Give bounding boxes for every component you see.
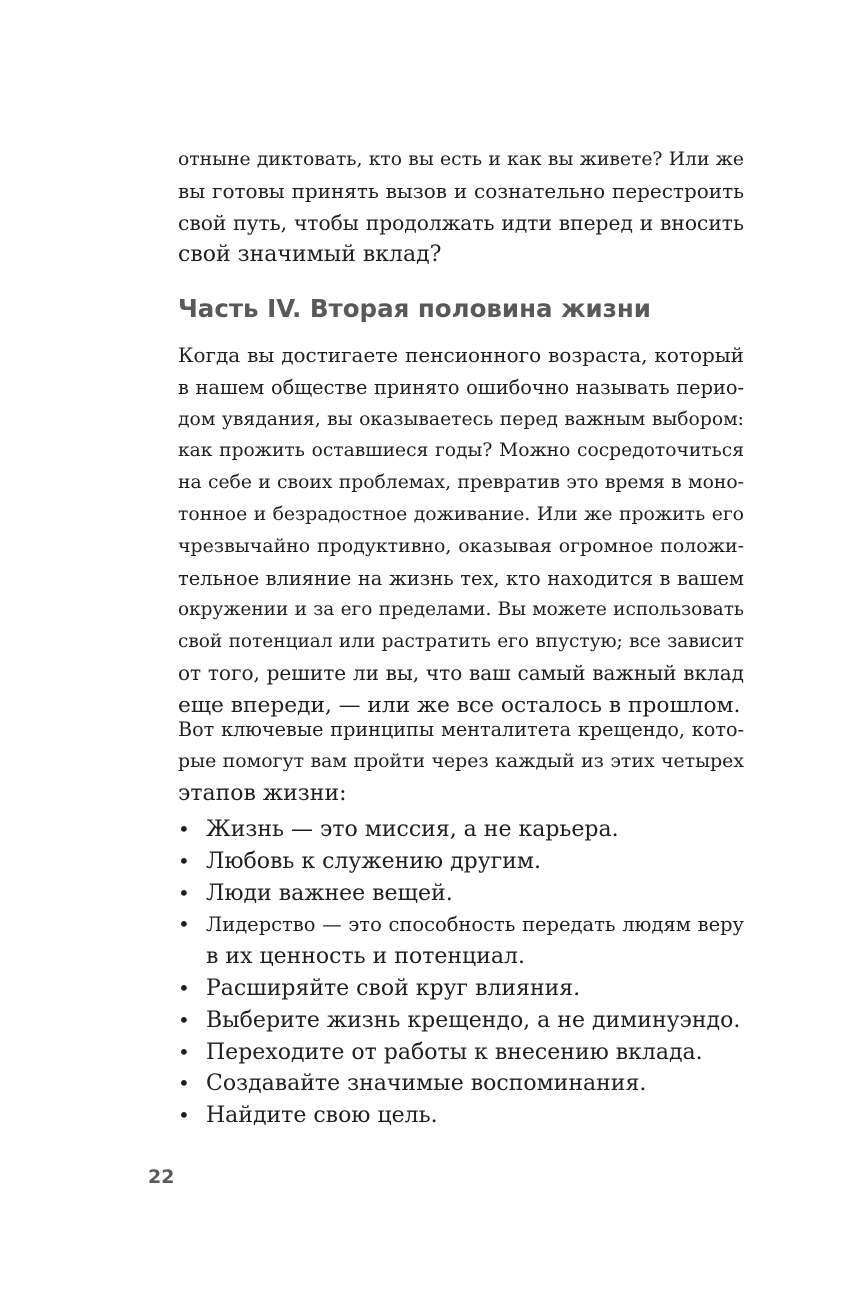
text-line: Люди важнее вещей.: [206, 880, 453, 906]
list-item-text: [206, 973, 744, 1005]
list-item: [178, 814, 744, 846]
bullet-icon: •: [178, 848, 190, 873]
bullet-icon: •: [178, 1039, 190, 1064]
bullet-icon: •: [178, 975, 190, 1000]
bullet-icon: •: [178, 1007, 190, 1032]
list-item: [178, 1037, 744, 1069]
list-item: [178, 846, 744, 878]
bullet-icon: •: [178, 1071, 190, 1096]
text-line: свой путь, чтобы продолжать идти вперед и вносить: [178, 210, 744, 235]
paragraph-continuation: [178, 144, 744, 271]
text-line: рые помогут вам пройти через каждый из этих четырех: [178, 749, 744, 772]
text-line: на себе и своих проблемах, превратив это время в моно-: [178, 472, 744, 494]
text-line: окружении и за его пределами. Вы можете использовать: [178, 599, 744, 621]
text-line: Жизнь — это миссия, а не карьера.: [206, 817, 619, 842]
paragraph-principles-intro: [178, 714, 744, 809]
section-heading: Часть IV. Вторая половина жизни: [178, 294, 651, 323]
bullet-icon: •: [178, 1103, 190, 1128]
list-item-text: [206, 909, 744, 973]
text-line: свой потенциал или растратить его впустую; все зависит: [178, 631, 744, 653]
list-item: [178, 973, 744, 1005]
list-item: [178, 1100, 744, 1132]
text-line: свой значимый вклад?: [178, 242, 442, 268]
bullet-icon: •: [178, 912, 190, 937]
text-line: Найдите свою цель.: [206, 1103, 438, 1129]
principles-list: [178, 814, 744, 1132]
text-line: тонное и безрадостное доживание. Или же прожить его: [178, 503, 744, 525]
list-item-text: [206, 878, 744, 910]
text-line: Любовь к служению другим.: [206, 848, 541, 874]
list-item-text: [206, 814, 744, 846]
bullet-icon: •: [178, 880, 190, 905]
list-item: [178, 878, 744, 910]
text-line: отныне диктовать, кто вы есть и как вы живете? Или же: [178, 149, 744, 170]
text-line: Переходите от работы к внесению вклада.: [206, 1039, 703, 1065]
text-line: в их ценность и потенциал.: [206, 944, 525, 970]
text-line: Расширяйте свой круг влияния.: [206, 975, 581, 1001]
list-item-text: [206, 1037, 744, 1069]
text-line: в нашем обществе принято ошибочно называть перио-: [178, 375, 744, 399]
text-line: от того, решите ли вы, что ваш самый важный вклад: [178, 660, 744, 685]
list-item: [178, 909, 744, 973]
text-line: как прожить оставшиеся годы? Можно сосредоточиться: [178, 440, 744, 462]
text-line: вы готовы принять вызов и сознательно перестроить: [178, 178, 744, 203]
list-item-text: [206, 1068, 744, 1100]
text-line: Лидерство — это способность передать людям веру: [206, 913, 744, 937]
text-line: дом увядания, вы оказываетесь перед важным выбором:: [178, 408, 744, 430]
text-line: тельное влияние на жизнь тех, кто находится в вашем: [178, 566, 744, 590]
text-line: чрезвычайно продуктивно, оказывая огромное положи-: [178, 534, 744, 557]
text-line: еще впереди, — или же все осталось в прошлом.: [178, 692, 741, 718]
text-line: Выберите жизнь крещендо, а не диминуэндо.: [206, 1007, 741, 1033]
list-item-text: [206, 1005, 744, 1037]
text-line: этапов жизни:: [178, 780, 347, 806]
list-item: [178, 1005, 744, 1037]
list-item-text: [206, 846, 744, 878]
text-line: Создавайте значимые воспоминания.: [206, 1071, 647, 1097]
text-line: Когда вы достигаете пенсионного возраста, который: [178, 343, 744, 367]
text-line: Вот ключевые принципы менталитета крещендо, кото-: [178, 718, 744, 741]
page-number: 22: [148, 1166, 175, 1188]
list-item: [178, 1068, 744, 1100]
paragraph-retirement: [178, 340, 744, 722]
list-item-text: [206, 1100, 744, 1132]
bullet-icon: •: [178, 817, 190, 841]
